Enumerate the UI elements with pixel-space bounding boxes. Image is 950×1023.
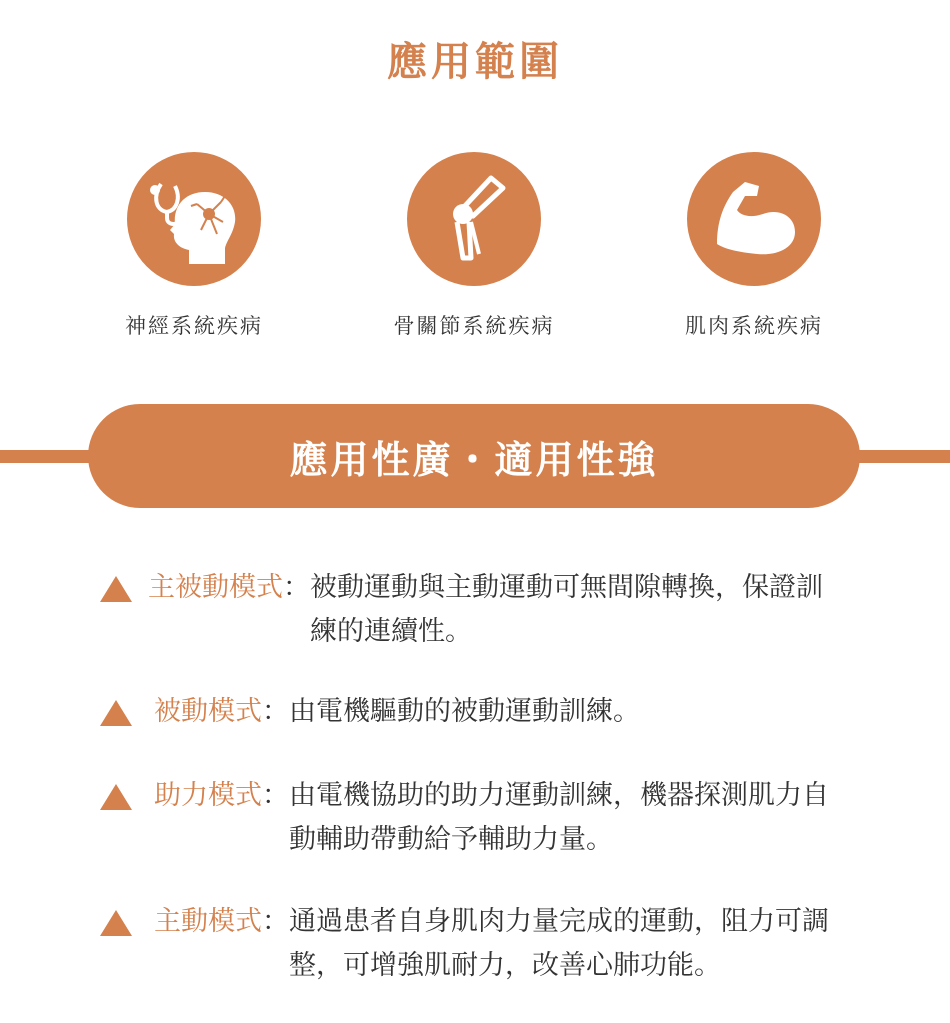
feature-desc: 由電機協助的助力運動訓練，機器探測肌力自動輔助帶動給予輔助力量。 <box>289 780 829 855</box>
section-title: 應用範圍 <box>387 39 563 85</box>
feature-item <box>100 900 890 988</box>
muscle-arm-icon <box>687 152 821 286</box>
feature-colon: ： <box>262 696 289 727</box>
feature-colon: ： <box>283 572 310 603</box>
triangle-icon <box>100 576 132 602</box>
banner: 應用性廣・適用性強 <box>88 404 860 508</box>
feature-name: 主動模式 <box>154 906 262 937</box>
category-label: 肌肉系統疾病 <box>685 314 823 338</box>
category-label: 骨關節系統疾病 <box>393 314 555 338</box>
knee-joint-icon <box>407 152 541 286</box>
feature-colon: ： <box>262 780 289 811</box>
feature-name: 被動模式 <box>154 696 262 727</box>
feature-desc: 被動運動與主動運動可無間隙轉換，保證訓練的連續性。 <box>310 572 823 647</box>
category-joint <box>334 152 614 340</box>
feature-item <box>100 566 890 654</box>
feature-name: 主被動模式 <box>148 572 283 603</box>
feature-desc: 通過患者自身肌肉力量完成的運動，阻力可調整，可增強肌耐力，改善心肺功能。 <box>289 906 829 981</box>
triangle-icon <box>100 784 132 810</box>
category-muscle <box>614 152 894 340</box>
triangle-icon <box>100 910 132 936</box>
category-label: 神經系統疾病 <box>125 314 263 338</box>
feature-item <box>100 690 890 734</box>
feature-desc: 由電機驅動的被動運動訓練。 <box>289 696 640 727</box>
triangle-icon <box>100 700 132 726</box>
feature-colon: ： <box>262 906 289 937</box>
feature-name: 助力模式 <box>154 780 262 811</box>
category-neuro <box>54 152 334 340</box>
feature-item <box>100 774 890 862</box>
brain-stethoscope-icon <box>127 152 261 286</box>
